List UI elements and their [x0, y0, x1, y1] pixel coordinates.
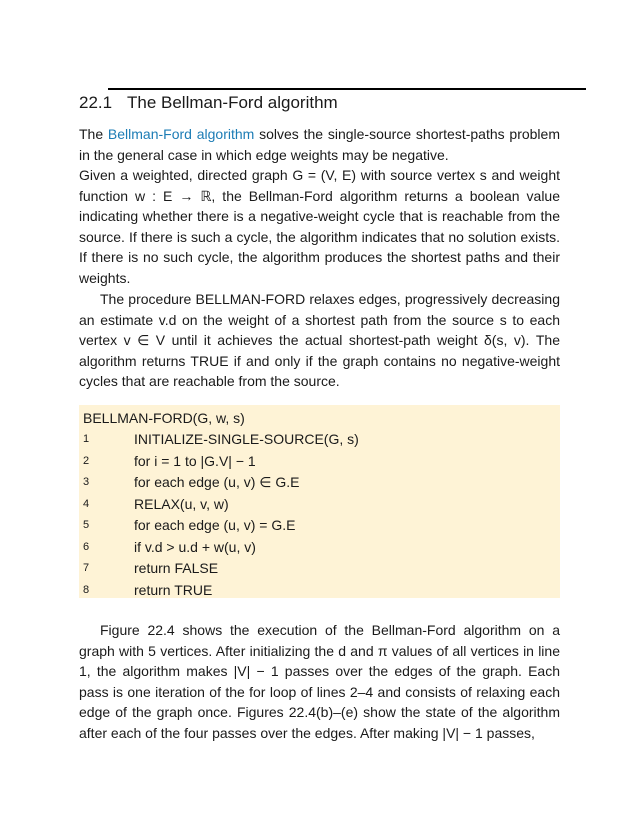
section-heading [79, 93, 338, 113]
procedure-paragraph [79, 289, 560, 392]
code-line [79, 515, 560, 536]
algorithm-title: BELLMAN-FORD(G, w, s) [83, 410, 245, 426]
algorithm-box [79, 405, 560, 598]
code-text: for each edge (u, v) ∈ G.E [134, 474, 300, 490]
code-line [79, 537, 560, 558]
figure-paragraph [79, 620, 560, 744]
figure-text: Figure 22.4 shows the execution of the Bellman-Ford algorithm on a graph with 5 vertices. After initializing the d and π values of all vertices in line 1, the algorithm makes |V| − 1 passes over the edges of the graph. Each pass is one iteration of the for loop of lines 2–4 and consists of relaxing each edge of the graph once. Figures 22.4(b)–(e) show the state of the algorithm after each of the four passes over the edges. After making |V| − 1 passes, [79, 622, 560, 741]
intro-paragraph [79, 124, 560, 165]
code-line [79, 558, 560, 579]
code-text: for i = 1 to |G.V| − 1 [134, 452, 256, 469]
line-number: 1 [83, 433, 90, 445]
code-line [79, 429, 560, 450]
line-number: 5 [83, 519, 90, 531]
bellman-ford-link[interactable]: Bellman-Ford algorithm [107, 126, 255, 142]
code-line [79, 580, 560, 601]
code-line [79, 451, 560, 472]
code-text: return TRUE [134, 581, 213, 598]
line-number: 4 [83, 497, 90, 510]
section-number: 22.1 [79, 93, 113, 112]
definition-text: Given a weighted, directed graph G = (V, E) with source vertex s and weight function w : E → ℝ, the Bellman-Ford algorithm returns a boolean value indicating whether there is a negative-weight cycle that is reachable from the source. If there is such a cycle, the algorithm indicates that no solution exists. If there is no such cycle, the algorithm produces the shortest paths and their weights. [79, 167, 560, 286]
code-text: return FALSE [134, 560, 219, 576]
code-text: if v.d > u.d + w(u, v) [134, 538, 256, 555]
line-number: 6 [83, 540, 90, 553]
intro-lead: The [79, 126, 108, 142]
line-number: 8 [83, 583, 90, 596]
top-rule [108, 88, 586, 90]
code-text: for each edge (u, v) = G.E [134, 517, 296, 533]
code-text: RELAX(u, v, w) [134, 495, 229, 512]
procedure-text: The procedure BELLMAN-FORD relaxes edges, progressively decreasing an estimate v.d on the weight of a shortest path from the source s to each vertex v ∈ V until it achieves the actual shortest-path weight δ(s, v). The algorithm returns TRUE if and only if the graph contains no negative-weight cycles that are reachable from the source. [79, 291, 560, 390]
code-text: INITIALIZE-SINGLE-SOURCE(G, s) [134, 431, 359, 447]
section-title: The Bellman-Ford algorithm [127, 93, 338, 112]
line-number: 2 [83, 454, 90, 467]
line-number: 7 [83, 562, 90, 574]
intro-rest: solves the single-source shortest-paths problem in the general case in which edge weights may be negative. [79, 126, 560, 163]
line-number: 3 [83, 476, 90, 488]
code-line [79, 494, 560, 515]
definition-paragraph [79, 165, 560, 289]
code-line [79, 472, 560, 493]
